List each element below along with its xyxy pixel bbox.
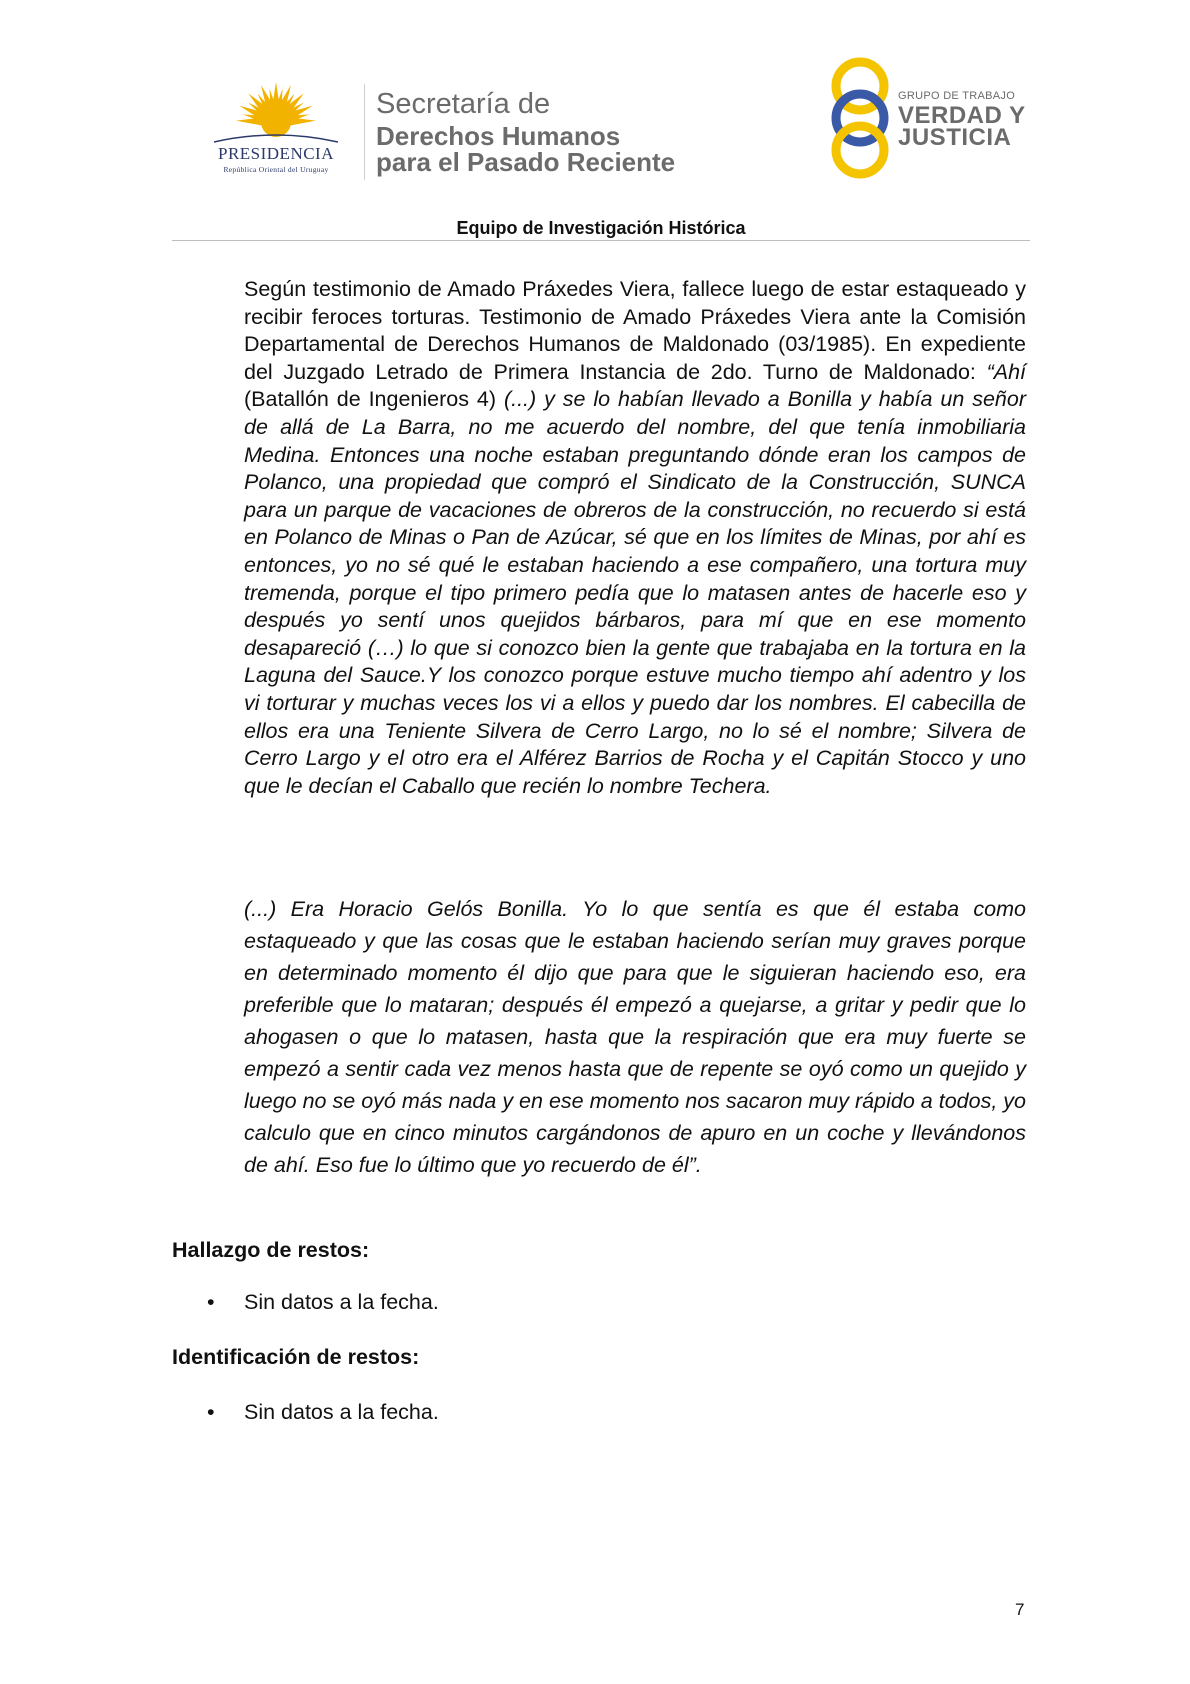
quote-open: “Ahí: [986, 359, 1026, 384]
header-rule: [172, 240, 1030, 241]
list-item: [207, 1400, 439, 1425]
page-number: 7: [1015, 1600, 1025, 1619]
list-item: [207, 1290, 439, 1315]
secretaria-line-3: para el Pasado Reciente: [376, 147, 676, 177]
secretaria-line-1: Secretaría de: [376, 88, 551, 120]
grupo-small-label: GRUPO DE TRABAJO: [898, 90, 1016, 102]
quote-parenthetical: (Batallón de Ingenieros 4): [244, 387, 504, 412]
list-item-text: Sin datos a la fecha.: [244, 1290, 439, 1314]
team-title: Equipo de Investigación Histórica: [456, 218, 746, 238]
grupo-title-line-2: JUSTICIA: [898, 124, 1012, 151]
header-divider: [364, 84, 365, 180]
section-heading-hallazgo: Hallazgo de restos:: [172, 1238, 370, 1262]
presidencia-subtitle: República Oriental del Uruguay: [223, 165, 329, 174]
intro-text: Según testimonio de Amado Práxedes Viera, fallece luego de estar estaqueado y recibir feroces torturas. Testimonio de Amado Práxedes Viera ante la Comisión Departamental de Derechos Humanos de Maldonado (03/1985). En expediente del Juzgado Letrado de Primera Instancia de 2do. Turno de Maldonado:: [244, 277, 1026, 384]
verdad-justicia-logo: [820, 56, 900, 180]
bullet-icon: •: [207, 1290, 215, 1314]
sun-of-may-icon: [196, 80, 356, 150]
section-heading-identificacion: Identificación de restos:: [172, 1345, 420, 1369]
quote-text: (...) y se lo habían llevado a Bonilla y había un señor de allá de La Barra, no me acuerdo del nombre, del que tenía inmobiliaria Medina. Entonces una noche estaban preguntando dónde eran los campos de Polanco, una propiedad que compró el Sindicato de la Construcción, SUNCA para un parque de vacaciones de obreros de la construcción, no recuerdo si está en Polanco de Minas o Pan de Azúcar, sé que en los límites de Minas, por ahí es entonces, yo no sé qué le estaban haciendo a ese compañero, una tortura muy tremenda, porque el tipo primero pedía que lo matasen antes de hacerle eso y después yo sentí unos quejidos bárbaros, para mí que en ese momento desapareció (…) lo que si conozco bien la gente que trabajaba en la tortura en la Laguna del Sauce.Y los conozco porque estuve mucho tiempo ahí adentro y los vi torturar y muchas veces los vi a ellos y puedo dar los nombres. El cabecilla de ellos era una Teniente Silvera de Cerro Largo, no lo sé el nombre; Silvera de Cerro Largo y el otro era el Alférez Barrios de Rocha y el Capitán Stocco y uno que le decían el Caballo que recién lo nombre Techera.: [244, 387, 1027, 798]
list-item-text: Sin datos a la fecha.: [244, 1400, 439, 1424]
grupo-title-line-1: VERDAD Y: [898, 102, 1026, 129]
testimony-quote-continued: (...) Era Horacio Gelós Bonilla. Yo lo que sentía es que él estaba como estaqueado y que las cosas que le estaban haciendo serían muy graves porque en determinado momento él dijo que para que le siguieran haciendo eso, era preferible que lo mataran; después él empezó a quejarse, a gritar y pedir que lo ahogasen o que lo matasen, hasta que la respiración que era muy fuerte se empezó a sentir cada vez menos hasta que de repente se oyó como un quejido y luego no se oyó más nada y en ese momento nos sacaron muy rápido a todos, yo calculo que en cinco minutos cargándonos de apuro en un coche y llevándonos de ahí. Eso fue lo último que yo recuerdo de él”.: [244, 897, 1026, 1177]
presidencia-name: PRESIDENCIA: [217, 144, 334, 163]
interlocked-rings-icon: [820, 56, 900, 180]
testimony-paragraph: [244, 276, 1026, 800]
bullet-icon: •: [207, 1400, 215, 1424]
secretaria-line-2: Derechos Humanos: [376, 121, 621, 151]
